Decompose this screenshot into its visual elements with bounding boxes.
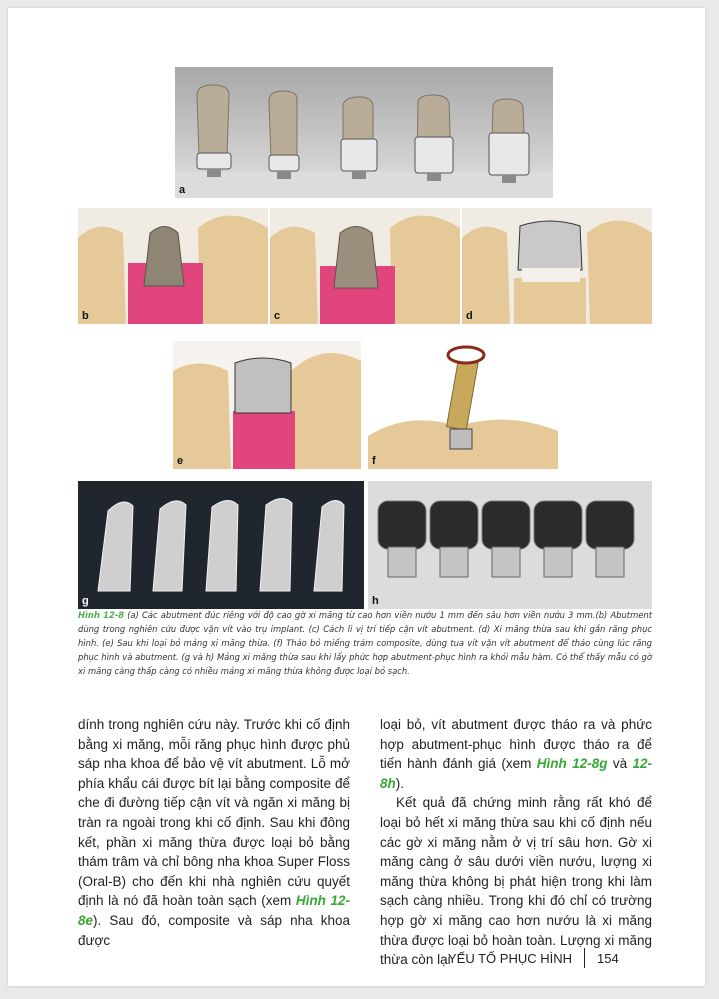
body-text-right-column: [380, 715, 652, 970]
model-illustration-e: [173, 341, 361, 469]
paragraph: loại bỏ, vít abutment được tháo ra và phức hợp abutment-phục hình được tháo ra để tiến hành đánh giá (xem Hình 12-8g và 12-8h).: [380, 717, 653, 791]
model-illustration-b: [78, 208, 268, 324]
photo-label-h: h: [372, 595, 379, 607]
photo-e-cement-removed: [173, 341, 361, 469]
page-footer: [448, 948, 619, 968]
model-illustration-d: [462, 208, 652, 324]
photo-label-d: d: [466, 310, 473, 322]
photo-label-b: b: [82, 310, 89, 322]
figure-caption-text: (a) Các abutment đúc riêng với độ cao gờ xi măng từ cao hơn viền nướu 1 mm đến sâu hơn viền nướu 3 mm.(b) Abutment dùng trong nghiên cứu được vặn vít vào trụ implant. (c) Cách li vị trí tiếp cận vít abutment. (d) Xi măng thừa sau khi gắn răng phục hình. (e) Sau khi loại bỏ mảng xi măng thừa. (f) Tháo bỏ miếng trám composite, dùng tua vít vặn vít abutment để tháo cùng lúc răng phục hình và abutment. (g và h) Mảng xi măng thừa sau khi lấy phức hợp abutment-phục hình ra khỏi mẫu hàm. Có thể thấy mẫu có gờ xi măng càng thấp càng có nhiều mảng xi măng thừa không được loại bỏ sạch.: [78, 610, 652, 676]
photo-h-excess-cement-front-view: [368, 481, 652, 609]
document-page: [8, 8, 705, 986]
photo-label-g: g: [82, 595, 89, 607]
photo-b-abutment-on-implant: [78, 208, 268, 324]
figure-caption: [78, 608, 652, 678]
figure-caption-label: Hình 12-8: [78, 610, 125, 620]
figure-reference-link[interactable]: Hình 12-8g: [536, 756, 608, 772]
figure-reference-link[interactable]: Hình 12-8e: [78, 893, 350, 928]
photo-label-f: f: [372, 455, 376, 467]
figure-reference-link[interactable]: 12-8h: [380, 756, 653, 791]
model-illustration-f: [368, 341, 558, 469]
section-title: YẾU TỐ PHỤC HÌNH: [448, 950, 572, 966]
model-illustration-c: [270, 208, 460, 324]
photo-label-a: a: [179, 184, 186, 196]
paragraph: Kết quả đã chứng minh rằng rất khó để loại bỏ hết xi măng thừa sau khi cố định nếu các gờ xi măng nằm ở vị trí sâu hơn. Gờ xi măng càng ở sâu dưới viền nướu, lượng xi măng thừa không bị phát hiện trong khi làm sạch càng nhiều. Trong khi đó chỉ có trường hợp gờ xi măng cao hơn nướu là xi măng thừa được loại bỏ hoàn toàn. Lượng xi măng thừa còn lại: [380, 795, 652, 968]
photo-label-c: c: [274, 310, 281, 322]
photo-d-excess-cement: [462, 208, 652, 324]
crowns-illustration-h: [368, 481, 652, 609]
crowns-illustration-g: [78, 481, 364, 609]
photo-a-abutments: [175, 67, 553, 198]
body-text-left-column: [78, 715, 350, 950]
paragraph: dính trong nghiên cứu này. Trước khi cố định bằng xi măng, mỗi răng phục hình được phủ sáp nha khoa để bảo vệ vít abutment. Lỗ mở phía khẩu cái được bít lại bằng composite để che đi đường tiếp cận vít và ngăn xi măng bị tràn ra ngoài trong khi cố định. Sau khi đông kết, phần xi măng thừa được loại bỏ bằng thám trâm và chỉ bông nha khoa Super Floss (Oral-B) cho đến khi nhà nghiên cứu quyết định là nó đã hoàn toàn sạch (xem Hình 12-8e). Sau đó, composite và sáp nha khoa được: [78, 717, 350, 948]
abutments-illustration: [175, 67, 553, 198]
photo-label-e: e: [177, 455, 184, 467]
footer-divider: [584, 948, 585, 968]
page-number: 154: [597, 950, 619, 966]
photo-f-screwdriver-removal: [368, 341, 558, 469]
photo-c-screw-access-isolated: [270, 208, 460, 324]
photo-g-excess-cement-side-view: [78, 481, 364, 609]
